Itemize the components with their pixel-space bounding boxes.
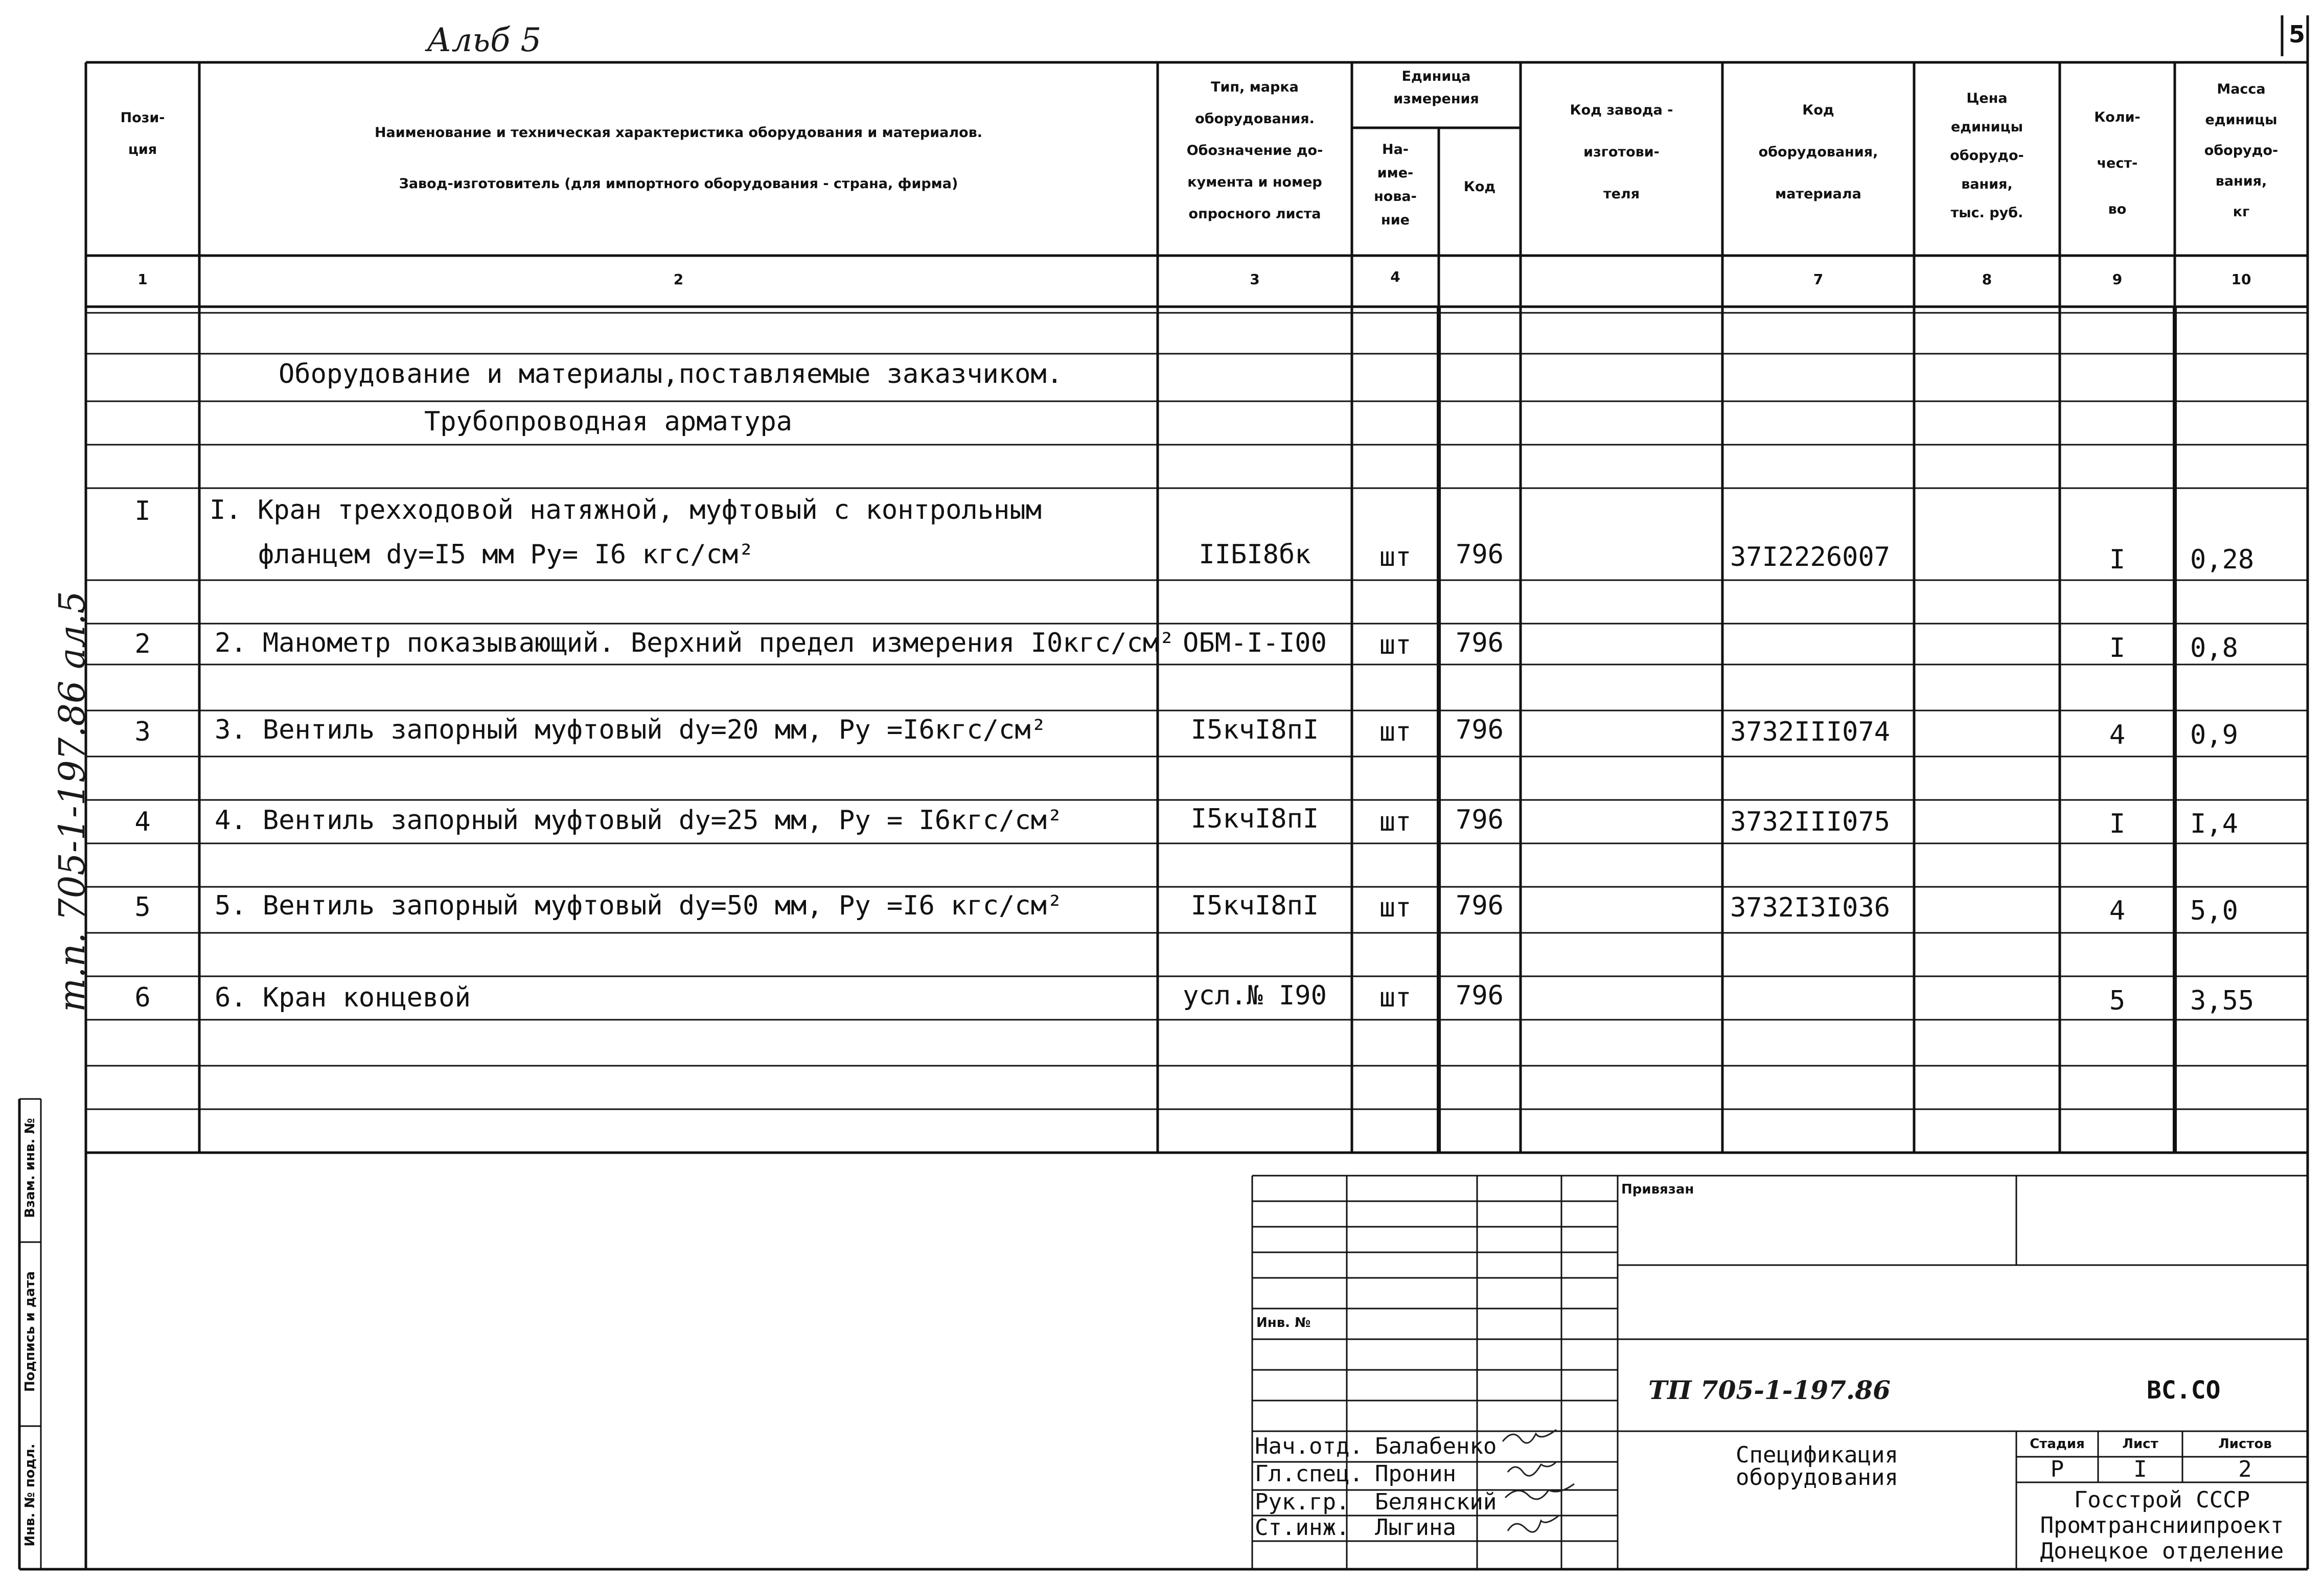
row-material-code: 3732I3I036 <box>1730 892 1891 923</box>
column-number: 1 <box>137 271 148 288</box>
album-mark: Альб 5 <box>427 21 542 59</box>
tb-organization: Госстрой СССР Промтрансниипроект Донецкое отделение <box>2040 1487 2284 1564</box>
row-name: 4. Вентиль запорный муфтовый dу=25 мм, Pу = I6кгс/см² <box>215 805 1063 836</box>
row-unit-code: 796 <box>1456 715 1504 745</box>
signature-stroke <box>1503 1430 1556 1443</box>
header-factory-code: Код завода - изготови- теля <box>1570 102 1673 202</box>
row-type: усл.№ I90 <box>1183 980 1327 1011</box>
row-unit: шт <box>1379 717 1412 747</box>
row-quantity: I <box>2109 633 2126 663</box>
stamp-replacement-inventory: Взам. инв. № <box>22 1118 38 1218</box>
row-mass: 0,28 <box>2190 544 2254 575</box>
header-type: Тип, марка оборудования. Обозначение до- кумента и номер опросного листа <box>1186 79 1323 222</box>
row-position: I <box>134 496 151 526</box>
tb-staff-name: Пронин <box>1375 1461 1456 1487</box>
tb-stage-label: Стадия <box>2030 1436 2085 1452</box>
tb-staff-name: Балабенко <box>1375 1433 1497 1459</box>
header-unit-group: Единица измерения <box>1393 68 1479 107</box>
row-unit: шт <box>1379 630 1412 660</box>
header-material-code: Код оборудования, материала <box>1758 102 1878 202</box>
row-name: 6. Кран концевой <box>215 982 471 1013</box>
row-position: 5 <box>134 892 151 923</box>
tb-sheet-value: I <box>2133 1456 2147 1482</box>
signature-stroke <box>1505 1484 1574 1499</box>
row-type: I5кчI8пI <box>1190 890 1319 921</box>
row-quantity: 4 <box>2109 720 2126 750</box>
row-unit: шт <box>1379 807 1412 837</box>
tb-doc-code: ТП 705-1-197.86 <box>1648 1375 1891 1405</box>
section-title: Оборудование и материалы,поставляемые заказчиком. <box>279 359 1063 389</box>
row-material-code: 3732III075 <box>1730 807 1891 837</box>
tb-sheets-value: 2 <box>2238 1456 2252 1482</box>
header-quantity: Коли- чест- во <box>2094 109 2141 217</box>
row-mass: 0,8 <box>2190 633 2238 663</box>
row-quantity: I <box>2109 544 2126 575</box>
side-handwritten-label: т.п. 705-1-197.86 ал.5 <box>51 591 93 1012</box>
row-name-continuation: фланцем dу=I5 мм Pу= I6 кгс/см² <box>258 539 754 570</box>
row-name: 2. Манометр показывающий. Верхний предел измерения I0кгс/см² <box>215 628 1175 658</box>
tb-stage-value: Р <box>2050 1456 2064 1482</box>
stamp-signature-date: Подпись и дата <box>22 1271 38 1392</box>
row-position: 6 <box>134 982 151 1013</box>
tb-staff-role: Гл.спец. <box>1255 1461 1363 1487</box>
row-quantity: 4 <box>2109 896 2126 926</box>
row-unit: шт <box>1379 542 1412 572</box>
signature-stroke <box>1508 1516 1559 1532</box>
header-price: Цена единицы оборудо- вания, тыс. руб. <box>1950 90 2024 221</box>
row-type: ОБМ-I-I00 <box>1183 628 1327 658</box>
section-subtitle: Трубопроводная арматура <box>424 406 793 437</box>
row-unit: шт <box>1379 982 1412 1013</box>
column-number: 10 <box>2231 271 2251 288</box>
tb-privyazan: Привязан <box>1621 1182 1694 1197</box>
row-mass: 0,9 <box>2190 720 2238 750</box>
header-position: Пози- ция <box>120 110 165 157</box>
row-material-code: 37I2226007 <box>1730 542 1891 572</box>
tb-staff-name: Лыгина <box>1375 1515 1456 1541</box>
column-number: 8 <box>1982 271 1992 288</box>
column-number: 9 <box>2112 271 2123 288</box>
tb-staff-name: Белянский <box>1375 1489 1497 1515</box>
row-type: IIБI8бк <box>1199 539 1311 570</box>
row-position: 3 <box>134 717 151 747</box>
page-number: 5 <box>2289 20 2306 48</box>
row-name: 5. Вентиль запорный муфтовый dу=50 мм, Pу =I6 кгс/см² <box>215 890 1063 921</box>
signature-marks <box>1498 1426 1615 1544</box>
row-unit: шт <box>1379 892 1412 923</box>
row-mass: I,4 <box>2190 809 2238 839</box>
tb-staff-role: Ст.инж. <box>1255 1515 1350 1541</box>
tb-staff-role: Рук.гр. <box>1255 1489 1350 1515</box>
row-unit-code: 796 <box>1456 628 1504 658</box>
column-number: 4 <box>1390 268 1400 285</box>
row-unit-code: 796 <box>1456 980 1504 1011</box>
row-unit-code: 796 <box>1456 539 1504 570</box>
column-number: 2 <box>673 271 684 288</box>
header-unit-code: Код <box>1463 179 1496 195</box>
row-type: I5кчI8пI <box>1190 804 1319 834</box>
row-name: 3. Вентиль запорный муфтовый dу=20 мм, Pу =I6кгс/см² <box>215 715 1047 745</box>
tb-sheet-code: ВС.СО <box>2147 1376 2221 1405</box>
row-unit-code: 796 <box>1456 805 1504 835</box>
row-quantity: 5 <box>2109 985 2126 1016</box>
header-mass: Масса единицы оборудо- вания, кг <box>2204 81 2279 220</box>
header-unit-name: На- име- нова- ние <box>1374 142 1417 228</box>
row-mass: 5,0 <box>2190 896 2238 926</box>
row-unit-code: 796 <box>1456 890 1504 921</box>
row-mass: 3,55 <box>2190 985 2254 1016</box>
tb-sheets-label: Листов <box>2218 1436 2272 1452</box>
header-name: Наименование и техническая характеристика оборудования и материалов. Завод-изготовитель (для импортного оборудования - страна, фирма) <box>374 125 983 192</box>
tb-staff-role: Нач.отд. <box>1255 1433 1363 1459</box>
signature-stroke <box>1508 1462 1556 1476</box>
tb-sheet-label: Лист <box>2122 1436 2158 1452</box>
row-quantity: I <box>2109 809 2126 839</box>
tb-title: Спецификация оборудования <box>1736 1442 1898 1491</box>
column-number: 3 <box>1250 271 1260 288</box>
tb-inv-no: Инв. № <box>1256 1315 1311 1331</box>
column-number: 7 <box>1813 271 1824 288</box>
row-position: 4 <box>134 807 151 837</box>
row-material-code: 3732III074 <box>1730 717 1891 747</box>
row-name: I. Кран трехходовой натяжной, муфтовый с контрольным <box>210 495 1042 525</box>
row-position: 2 <box>134 629 151 659</box>
stamp-inventory-original: Инв. № подл. <box>22 1443 38 1547</box>
row-type: I5кчI8пI <box>1190 715 1319 745</box>
